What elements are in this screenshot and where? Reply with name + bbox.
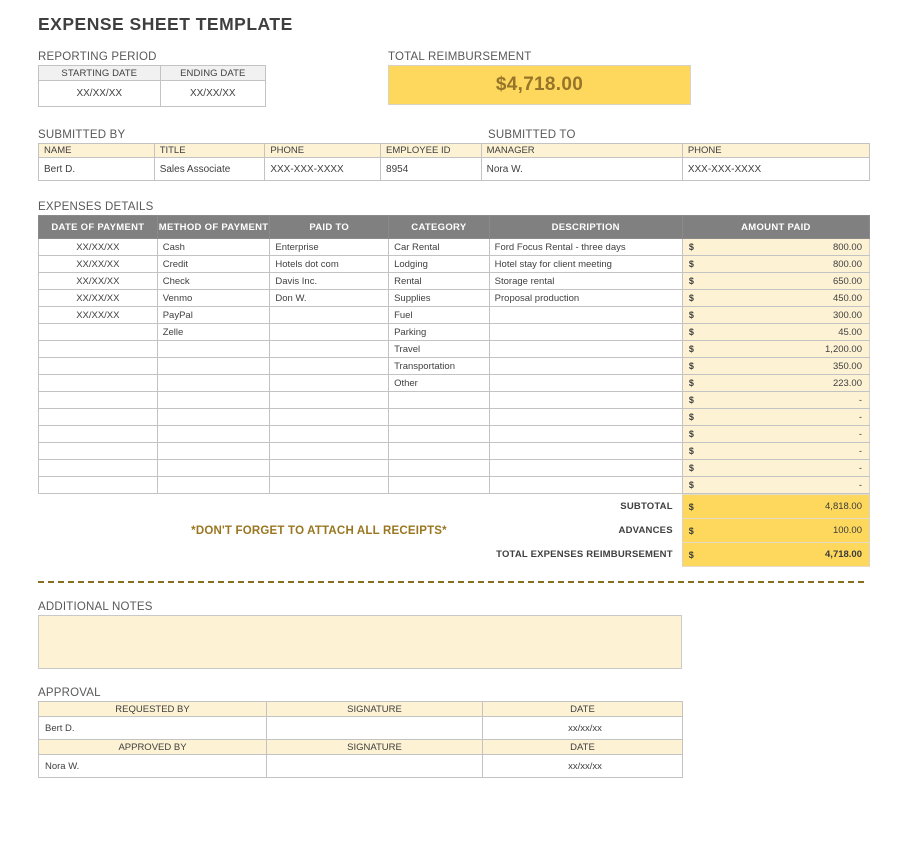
cell-currency-symbol: $ [682, 256, 708, 273]
total-reimbursement-value: $4,718.00 [388, 65, 691, 105]
table-header-row [39, 216, 870, 239]
requested-date-value[interactable]: xx/xx/xx [483, 717, 683, 740]
cell-category[interactable] [389, 409, 490, 426]
cell-method-of-payment[interactable] [157, 375, 270, 392]
cell-description[interactable] [489, 477, 682, 494]
cell-date-of-payment[interactable]: XX/XX/XX [39, 256, 158, 273]
totals-label: *DON'T FORGET TO ATTACH ALL RECEIPTS* ADVANCES [38, 519, 682, 543]
approved-date-value[interactable]: xx/xx/xx [483, 755, 683, 778]
ending-date-value[interactable]: XX/XX/XX [160, 81, 265, 107]
page-title: EXPENSE SHEET TEMPLATE [38, 14, 293, 34]
totals-value: 4,718.00 [708, 543, 869, 567]
totals-value: 4,818.00 [708, 495, 869, 519]
cell-description[interactable] [489, 409, 682, 426]
cell-amount-paid[interactable]: 45.00 [708, 324, 869, 341]
col-title: TITLE [154, 144, 265, 158]
totals-value: 100.00 [708, 519, 869, 543]
totals-table [38, 494, 870, 567]
cell-amount-paid[interactable]: - [708, 426, 869, 443]
name-value[interactable]: Bert D. [39, 158, 155, 181]
expenses-table-body [39, 239, 870, 494]
cell-method-of-payment[interactable] [157, 358, 270, 375]
cell-amount-paid[interactable]: - [708, 409, 869, 426]
table-row [39, 409, 870, 426]
table-row [39, 158, 870, 181]
submitted-section [38, 129, 870, 181]
cell-amount-paid[interactable]: 223.00 [708, 375, 869, 392]
cell-method-of-payment[interactable] [157, 426, 270, 443]
cell-category[interactable]: Supplies [389, 290, 490, 307]
cell-date-of-payment[interactable] [39, 392, 158, 409]
cell-method-of-payment[interactable]: Zelle [157, 324, 270, 341]
cell-currency-symbol: $ [682, 341, 708, 358]
cell-description[interactable]: Proposal production [489, 290, 682, 307]
totals-label: SUBTOTAL [620, 501, 673, 512]
expenses-section [38, 201, 870, 567]
cell-currency-symbol: $ [682, 290, 708, 307]
cell-category[interactable]: Transportation [389, 358, 490, 375]
table-row [39, 239, 870, 256]
cell-paid-to[interactable]: Hotels dot com [270, 256, 389, 273]
cell-paid-to[interactable] [270, 443, 389, 460]
submitted-to-caption: SUBMITTED TO [488, 129, 576, 141]
totals-currency-symbol: $ [682, 495, 708, 519]
cell-category[interactable]: Parking [389, 324, 490, 341]
additional-notes-section [38, 601, 870, 669]
table-row [39, 443, 870, 460]
cell-date-of-payment[interactable] [39, 341, 158, 358]
cell-method-of-payment[interactable] [157, 443, 270, 460]
col-amount-paid: AMOUNT PAID [682, 216, 869, 239]
approved-signature-value[interactable] [267, 755, 483, 778]
cell-paid-to[interactable]: Don W. [270, 290, 389, 307]
cell-paid-to[interactable]: Davis Inc. [270, 273, 389, 290]
cell-category[interactable]: Other [389, 375, 490, 392]
cell-description[interactable] [489, 307, 682, 324]
totals-row [38, 519, 870, 543]
cell-amount-paid[interactable]: 800.00 [708, 256, 869, 273]
col-phone: PHONE [265, 144, 381, 158]
cell-currency-symbol: $ [682, 392, 708, 409]
col-approved-by: APPROVED BY [39, 740, 267, 755]
cell-paid-to[interactable] [270, 358, 389, 375]
totals-table-body [38, 495, 870, 567]
cell-currency-symbol: $ [682, 358, 708, 375]
table-row [39, 477, 870, 494]
manager-value[interactable]: Nora W. [481, 158, 682, 181]
col-date-of-payment: DATE OF PAYMENT [39, 216, 158, 239]
col-requested-signature: SIGNATURE [267, 702, 483, 717]
table-row [39, 717, 683, 740]
reporting-period-block [38, 51, 378, 107]
cell-description[interactable]: Storage rental [489, 273, 682, 290]
cell-amount-paid[interactable]: 1,200.00 [708, 341, 869, 358]
cell-currency-symbol: $ [682, 273, 708, 290]
total-reimbursement-caption: TOTAL REIMBURSEMENT [388, 51, 532, 63]
cell-category[interactable] [389, 392, 490, 409]
col-employee-id: EMPLOYEE ID [381, 144, 482, 158]
section-divider [38, 581, 864, 583]
totals-label: TOTAL EXPENSES REIMBURSEMENT [496, 549, 673, 560]
cell-method-of-payment[interactable]: Check [157, 273, 270, 290]
table-row [39, 392, 870, 409]
col-approved-date: DATE [483, 740, 683, 755]
requested-signature-value[interactable] [267, 717, 483, 740]
table-header-row [39, 66, 266, 81]
cell-date-of-payment[interactable]: XX/XX/XX [39, 307, 158, 324]
title-value[interactable]: Sales Associate [154, 158, 265, 181]
cell-amount-paid[interactable]: 450.00 [708, 290, 869, 307]
cell-amount-paid[interactable]: 650.00 [708, 273, 869, 290]
cell-amount-paid[interactable]: - [708, 392, 869, 409]
expenses-table [38, 215, 870, 494]
cell-category[interactable]: Car Rental [389, 239, 490, 256]
table-row [39, 755, 683, 778]
table-header-row [39, 144, 870, 158]
cell-currency-symbol: $ [682, 375, 708, 392]
cell-category[interactable] [389, 443, 490, 460]
col-description: DESCRIPTION [489, 216, 682, 239]
cell-date-of-payment[interactable] [39, 409, 158, 426]
cell-date-of-payment[interactable] [39, 358, 158, 375]
expenses-caption: EXPENSES DETAILS [38, 201, 154, 213]
col-paid-to: PAID TO [270, 216, 389, 239]
attach-receipts-note: *DON'T FORGET TO ATTACH ALL RECEIPTS* [191, 524, 447, 537]
cell-category[interactable]: Lodging [389, 256, 490, 273]
cell-currency-symbol: $ [682, 460, 708, 477]
cell-paid-to[interactable] [270, 392, 389, 409]
totals-currency-symbol: $ [682, 543, 708, 567]
table-header-row [39, 702, 683, 717]
cell-currency-symbol: $ [682, 426, 708, 443]
cell-category[interactable]: Travel [389, 341, 490, 358]
cell-date-of-payment[interactable] [39, 460, 158, 477]
col-approved-signature: SIGNATURE [267, 740, 483, 755]
col-manager: MANAGER [481, 144, 682, 158]
submitted-table [38, 143, 870, 181]
additional-notes-caption: ADDITIONAL NOTES [38, 601, 153, 613]
cell-method-of-payment[interactable]: Credit [157, 256, 270, 273]
approval-table [38, 701, 683, 778]
cell-amount-paid[interactable]: 800.00 [708, 239, 869, 256]
cell-description[interactable] [489, 392, 682, 409]
table-row [39, 426, 870, 443]
col-ending-date: ENDING DATE [160, 66, 265, 81]
cell-category[interactable] [389, 426, 490, 443]
col-requested-date: DATE [483, 702, 683, 717]
table-row [39, 290, 870, 307]
totals-row [38, 495, 870, 519]
employee-id-value[interactable]: 8954 [381, 158, 482, 181]
table-row [39, 324, 870, 341]
cell-category[interactable]: Rental [389, 273, 490, 290]
reporting-period-caption: REPORTING PERIOD [38, 51, 157, 63]
cell-category[interactable]: Fuel [389, 307, 490, 324]
reporting-period-table [38, 65, 266, 107]
cell-paid-to[interactable] [270, 375, 389, 392]
cell-paid-to[interactable] [270, 307, 389, 324]
cell-method-of-payment[interactable]: Venmo [157, 290, 270, 307]
table-row [39, 460, 870, 477]
table-row [39, 375, 870, 392]
cell-method-of-payment[interactable] [157, 392, 270, 409]
cell-paid-to[interactable] [270, 460, 389, 477]
cell-date-of-payment[interactable] [39, 375, 158, 392]
cell-date-of-payment[interactable]: XX/XX/XX [39, 273, 158, 290]
cell-paid-to[interactable] [270, 341, 389, 358]
table-header-row [39, 740, 683, 755]
cell-description[interactable] [489, 324, 682, 341]
cell-date-of-payment[interactable] [39, 477, 158, 494]
cell-description[interactable] [489, 426, 682, 443]
additional-notes-input[interactable] [38, 615, 682, 669]
cell-method-of-payment[interactable] [157, 409, 270, 426]
summary-row [38, 51, 870, 107]
manager-phone-value[interactable]: XXX-XXX-XXXX [682, 158, 869, 181]
totals-currency-symbol: $ [682, 519, 708, 543]
cell-date-of-payment[interactable] [39, 426, 158, 443]
cell-currency-symbol: $ [682, 307, 708, 324]
col-manager-phone: PHONE [682, 144, 869, 158]
col-category: CATEGORY [389, 216, 490, 239]
table-row [39, 341, 870, 358]
col-starting-date: STARTING DATE [39, 66, 161, 81]
cell-method-of-payment[interactable]: Cash [157, 239, 270, 256]
cell-date-of-payment[interactable]: XX/XX/XX [39, 239, 158, 256]
col-name: NAME [39, 144, 155, 158]
cell-currency-symbol: $ [682, 477, 708, 494]
cell-date-of-payment[interactable] [39, 324, 158, 341]
cell-paid-to[interactable]: Enterprise [270, 239, 389, 256]
cell-amount-paid[interactable]: - [708, 477, 869, 494]
cell-amount-paid[interactable]: - [708, 460, 869, 477]
cell-amount-paid[interactable]: - [708, 443, 869, 460]
cell-amount-paid[interactable]: 350.00 [708, 358, 869, 375]
approval-section [38, 687, 870, 778]
table-row [39, 358, 870, 375]
cell-currency-symbol: $ [682, 443, 708, 460]
cell-method-of-payment[interactable] [157, 477, 270, 494]
cell-paid-to[interactable] [270, 477, 389, 494]
cell-description[interactable] [489, 460, 682, 477]
cell-description[interactable] [489, 443, 682, 460]
cell-category[interactable] [389, 460, 490, 477]
cell-currency-symbol: $ [682, 324, 708, 341]
requested-by-value[interactable]: Bert D. [39, 717, 267, 740]
cell-description[interactable] [489, 358, 682, 375]
cell-method-of-payment[interactable] [157, 341, 270, 358]
total-reimbursement-block [388, 51, 691, 105]
submitted-captions [38, 129, 870, 143]
submitted-by-caption: SUBMITTED BY [38, 129, 126, 141]
table-row [39, 256, 870, 273]
cell-paid-to[interactable] [270, 324, 389, 341]
cell-paid-to[interactable] [270, 426, 389, 443]
cell-paid-to[interactable] [270, 409, 389, 426]
col-requested-by: REQUESTED BY [39, 702, 267, 717]
phone-value[interactable]: XXX-XXX-XXXX [265, 158, 381, 181]
col-method-of-payment: METHOD OF PAYMENT [157, 216, 270, 239]
table-row [39, 307, 870, 324]
approval-caption: APPROVAL [38, 687, 101, 699]
cell-amount-paid[interactable]: 300.00 [708, 307, 869, 324]
cell-currency-symbol: $ [682, 239, 708, 256]
cell-method-of-payment[interactable] [157, 460, 270, 477]
cell-date-of-payment[interactable]: XX/XX/XX [39, 290, 158, 307]
cell-description[interactable]: Ford Focus Rental - three days [489, 239, 682, 256]
table-row [39, 273, 870, 290]
cell-category[interactable] [389, 477, 490, 494]
cell-description[interactable]: Hotel stay for client meeting [489, 256, 682, 273]
cell-currency-symbol: $ [682, 409, 708, 426]
starting-date-value[interactable]: XX/XX/XX [39, 81, 161, 107]
cell-description[interactable] [489, 375, 682, 392]
cell-date-of-payment[interactable] [39, 443, 158, 460]
cell-description[interactable] [489, 341, 682, 358]
approved-by-value[interactable]: Nora W. [39, 755, 267, 778]
table-row [39, 81, 266, 107]
cell-method-of-payment[interactable]: PayPal [157, 307, 270, 324]
totals-row [38, 543, 870, 567]
